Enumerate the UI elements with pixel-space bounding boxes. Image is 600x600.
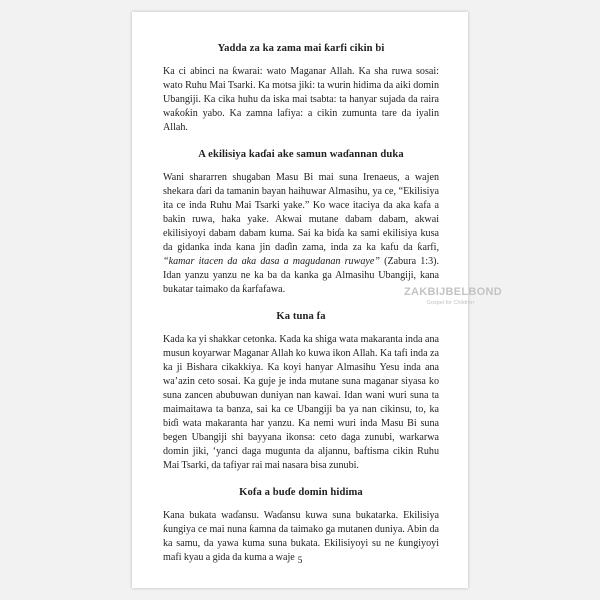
section-heading: Kofa a buɗe domin hidima — [239, 487, 363, 498]
paragraph-text: Wani shararren shugaban Masu Bi mai suna Irenaeus, a wajen shekara ɗari da tamanin bayan haihuwar Almasihu, ya ce, “Ekilisiya ita ce inda Ruhu Mai Tsarki yake.” Ko wace itaciya da aka kafa a bakin ruwa, haka yake. Akwai mutane dabam dabam, akwai ekilisiyoyi dabam dabam kuma. Sai ka biɗa ka sami ekilisiya kusa da gidanka inda kana jin daɗin zama, inda za ka kafu da ƙarfi, — [163, 172, 439, 253]
page-number: 5 — [297, 556, 303, 566]
watermark-brand: ZAKBIJBELBOND — [404, 286, 503, 298]
section-paragraph: Ka ci abinci na ƙwarai: wato Maganar Allah. Ka sha ruwa sosai: wato Ruhu Mai Tsarki. Ka motsa jiki: ta wurin hidima da aiki domin Ubangiji. Ka cika huhu da iska mai tsabta: ta hanyar sujada da raira waƙoƙin yabo. Ka zamna lafiya: a cikin zumunta tare da iyalin Allah. — [163, 66, 439, 133]
page-content — [163, 42, 439, 578]
book-page — [132, 12, 503, 588]
watermark-tagline: Gospel for Children — [426, 300, 474, 306]
section-heading: A ekilisiya kaɗai ake samun waɗannan duka — [198, 149, 404, 160]
section-heading: Yadda za ka zama mai ƙarfi cikin bi — [217, 43, 385, 54]
section-heading: Ka tuna fa — [276, 311, 326, 322]
scripture-quote: “kamar itacen da aka dasa a magudanan ruwaye” — [163, 256, 380, 267]
section-open-door — [163, 486, 439, 565]
paragraph-text: (Zabura 1:3). Idan yanzu yanzu ne ka ba da kanka ga Almasihu Ubangiji, kana bukatar taimako da ƙarfafawa. — [163, 256, 439, 295]
section-remember — [163, 310, 439, 473]
section-strong-in-faith — [163, 42, 439, 135]
section-church — [163, 148, 439, 297]
publisher-watermark — [404, 286, 503, 309]
section-paragraph — [163, 171, 439, 297]
section-paragraph: Kada ka yi shakkar cetonka. Kada ka shiga wata makaranta inda ana musun koyarwar Maganar Allah ko kuwa ikon Allah. Ka tafi inda za ka ji Bishara cikakkiya. Ka koyi hanyar Almasihu Yesu inda ana wa’azin ceto sosai. Ka guje je inda mutane suna maganar siyasa ko suna zancen abubuwan duniyan nan kawai. Idan wani wuri suna ta maimaitawa ta banza, sai ka ce Ubangiji ba ya nan cikinsu, to, ka biɗi wata makaranta har yanzu. Ka nemi wuri inda Masu Bi suna begen Ubangiji shi bayyana ikonsa: ceto daga zunubi, warkarwa domin jiki, ‘yanci daga mugunta da aljannu, baftisma cikin Ruhu Mai Tsarki, da tafiyar rai mai nasara bisa zunubi. — [163, 334, 439, 471]
section-paragraph: Kana bukata waɗansu. Waɗansu kuwa suna bukatarka. Ekilisiya ƙungiya ce mai nuna ƙamna da taimako ga mutanen duniya. Abin da ka samu, da yawa kuma suna bukata. Ekilisiyoyi su ne ƙungiyoyi mafi kyau a gida da kuma a waje — [163, 510, 439, 563]
